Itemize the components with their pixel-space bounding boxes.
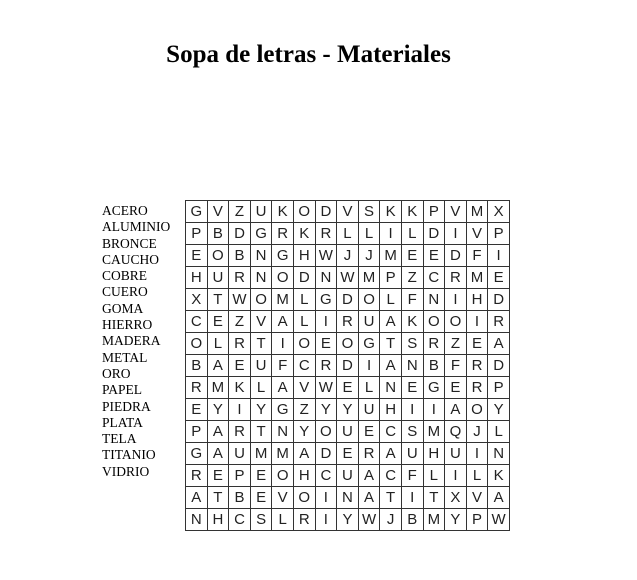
grid-cell[interactable]: A bbox=[358, 465, 380, 487]
grid-cell[interactable]: E bbox=[358, 421, 380, 443]
grid-cell[interactable]: V bbox=[337, 201, 359, 223]
grid-cell[interactable]: N bbox=[186, 509, 208, 531]
word-list-item: TITANIO bbox=[102, 447, 156, 463]
grid-cell[interactable]: D bbox=[229, 223, 251, 245]
grid-cell[interactable]: P bbox=[466, 509, 488, 531]
grid-cell[interactable]: V bbox=[207, 201, 229, 223]
grid-cell[interactable]: G bbox=[315, 289, 337, 311]
grid-cell[interactable]: L bbox=[293, 311, 315, 333]
grid-cell[interactable]: O bbox=[466, 399, 488, 421]
grid-cell[interactable]: D bbox=[337, 289, 359, 311]
grid-cell[interactable]: W bbox=[229, 289, 251, 311]
grid-row bbox=[186, 509, 510, 531]
grid-cell[interactable]: A bbox=[380, 443, 402, 465]
grid-cell[interactable]: I bbox=[315, 311, 337, 333]
grid-cell[interactable]: B bbox=[229, 245, 251, 267]
grid-cell[interactable]: R bbox=[315, 355, 337, 377]
grid-row bbox=[186, 377, 510, 399]
grid-cell[interactable]: O bbox=[445, 311, 467, 333]
grid-cell[interactable]: A bbox=[186, 487, 208, 509]
word-list-item: ALUMINIO bbox=[102, 219, 171, 235]
grid-cell[interactable]: I bbox=[315, 487, 337, 509]
grid-cell[interactable]: A bbox=[272, 377, 294, 399]
word-list-item: PIEDRA bbox=[102, 398, 151, 414]
grid-cell[interactable]: S bbox=[358, 201, 380, 223]
grid-row bbox=[186, 421, 510, 443]
grid-cell[interactable]: W bbox=[488, 509, 510, 531]
word-list-item: TELA bbox=[102, 431, 137, 447]
grid-cell[interactable]: L bbox=[207, 333, 229, 355]
word-list-item: BRONCE bbox=[102, 235, 157, 251]
grid-row bbox=[186, 399, 510, 421]
grid-cell[interactable]: B bbox=[423, 355, 445, 377]
grid-cell[interactable]: M bbox=[272, 443, 294, 465]
grid-cell[interactable]: Y bbox=[293, 421, 315, 443]
grid-cell[interactable]: P bbox=[380, 267, 402, 289]
grid-cell[interactable]: X bbox=[186, 289, 208, 311]
word-list-item: PAPEL bbox=[102, 382, 143, 398]
grid-cell[interactable]: K bbox=[272, 201, 294, 223]
word-list-item: ORO bbox=[102, 365, 131, 381]
grid-cell[interactable]: E bbox=[315, 333, 337, 355]
grid-cell[interactable]: I bbox=[401, 399, 423, 421]
grid-cell[interactable]: F bbox=[401, 465, 423, 487]
grid-cell[interactable]: B bbox=[207, 223, 229, 245]
grid-cell[interactable]: Y bbox=[337, 399, 359, 421]
grid-cell[interactable]: E bbox=[186, 245, 208, 267]
grid-cell[interactable]: P bbox=[186, 223, 208, 245]
grid-cell[interactable]: R bbox=[488, 311, 510, 333]
grid-cell[interactable]: E bbox=[337, 377, 359, 399]
grid-row bbox=[186, 267, 510, 289]
grid-cell[interactable]: D bbox=[488, 289, 510, 311]
grid-cell[interactable]: Z bbox=[401, 267, 423, 289]
grid-cell[interactable]: I bbox=[380, 223, 402, 245]
grid-cell[interactable]: T bbox=[380, 487, 402, 509]
grid-cell[interactable]: E bbox=[250, 487, 272, 509]
grid-cell[interactable]: N bbox=[401, 355, 423, 377]
grid-cell[interactable]: I bbox=[466, 311, 488, 333]
grid-cell[interactable]: U bbox=[337, 465, 359, 487]
grid-row bbox=[186, 333, 510, 355]
grid-row bbox=[186, 465, 510, 487]
grid-cell[interactable]: E bbox=[207, 465, 229, 487]
grid-cell[interactable]: P bbox=[423, 201, 445, 223]
word-list-item: MADERA bbox=[102, 333, 161, 349]
grid-cell[interactable]: S bbox=[250, 509, 272, 531]
grid-cell[interactable]: D bbox=[337, 355, 359, 377]
grid-cell[interactable]: O bbox=[315, 421, 337, 443]
grid-cell[interactable]: L bbox=[401, 223, 423, 245]
grid-cell[interactable]: O bbox=[423, 311, 445, 333]
grid-cell[interactable]: M bbox=[423, 421, 445, 443]
page-title: Sopa de letras - Materiales bbox=[166, 41, 451, 68]
grid-cell[interactable]: M bbox=[380, 245, 402, 267]
grid-cell[interactable]: E bbox=[466, 333, 488, 355]
grid-cell[interactable]: K bbox=[229, 377, 251, 399]
grid-cell[interactable]: G bbox=[272, 399, 294, 421]
grid-cell[interactable]: U bbox=[207, 267, 229, 289]
grid-cell[interactable]: G bbox=[423, 377, 445, 399]
grid-cell[interactable]: M bbox=[358, 267, 380, 289]
grid-cell[interactable]: D bbox=[293, 267, 315, 289]
grid-cell[interactable]: P bbox=[229, 465, 251, 487]
grid-cell[interactable]: R bbox=[229, 333, 251, 355]
grid-cell[interactable]: A bbox=[380, 311, 402, 333]
grid-cell[interactable]: I bbox=[488, 245, 510, 267]
grid-cell[interactable]: Y bbox=[488, 399, 510, 421]
grid-cell[interactable]: N bbox=[315, 267, 337, 289]
grid-cell[interactable]: D bbox=[315, 443, 337, 465]
grid-row bbox=[186, 311, 510, 333]
grid-cell[interactable]: T bbox=[423, 487, 445, 509]
word-list-item: VIDRIO bbox=[102, 463, 150, 479]
grid-cell[interactable]: E bbox=[445, 377, 467, 399]
grid-cell[interactable]: R bbox=[315, 223, 337, 245]
grid-cell[interactable]: A bbox=[207, 421, 229, 443]
grid-cell[interactable]: M bbox=[250, 443, 272, 465]
grid-cell[interactable]: I bbox=[466, 443, 488, 465]
grid-cell[interactable]: M bbox=[423, 509, 445, 531]
grid-cell[interactable]: N bbox=[250, 245, 272, 267]
grid-row bbox=[186, 201, 510, 223]
grid-cell[interactable]: A bbox=[488, 333, 510, 355]
word-list-item: CAUCHO bbox=[102, 251, 160, 267]
grid-cell[interactable]: I bbox=[401, 487, 423, 509]
grid-cell[interactable]: I bbox=[423, 399, 445, 421]
grid-cell[interactable]: I bbox=[272, 333, 294, 355]
grid-row bbox=[186, 443, 510, 465]
grid-cell[interactable]: J bbox=[380, 509, 402, 531]
grid-cell[interactable]: N bbox=[423, 289, 445, 311]
grid-cell[interactable]: R bbox=[186, 377, 208, 399]
grid-cell[interactable]: J bbox=[337, 245, 359, 267]
grid-cell[interactable]: E bbox=[401, 377, 423, 399]
grid-cell[interactable]: L bbox=[358, 377, 380, 399]
grid-cell[interactable]: R bbox=[293, 509, 315, 531]
grid-cell[interactable]: M bbox=[466, 201, 488, 223]
grid-cell[interactable]: S bbox=[401, 333, 423, 355]
grid-cell[interactable]: E bbox=[186, 399, 208, 421]
grid-cell[interactable]: F bbox=[466, 245, 488, 267]
grid-cell[interactable]: T bbox=[250, 333, 272, 355]
grid-cell[interactable]: A bbox=[488, 487, 510, 509]
word-list-item: PLATA bbox=[102, 414, 143, 430]
grid-cell[interactable]: G bbox=[272, 245, 294, 267]
grid-cell[interactable]: H bbox=[207, 509, 229, 531]
grid-cell[interactable]: V bbox=[250, 311, 272, 333]
grid-cell[interactable]: O bbox=[337, 333, 359, 355]
grid-cell[interactable]: H bbox=[380, 399, 402, 421]
grid-cell[interactable]: U bbox=[445, 443, 467, 465]
grid-cell[interactable]: F bbox=[401, 289, 423, 311]
grid-cell[interactable]: A bbox=[207, 443, 229, 465]
grid-cell[interactable]: P bbox=[488, 377, 510, 399]
grid-cell[interactable]: V bbox=[293, 377, 315, 399]
grid-cell[interactable]: R bbox=[229, 267, 251, 289]
grid-cell[interactable]: U bbox=[337, 421, 359, 443]
grid-cell[interactable]: P bbox=[186, 421, 208, 443]
grid-cell[interactable]: O bbox=[272, 465, 294, 487]
grid-cell[interactable]: U bbox=[250, 355, 272, 377]
letter-grid bbox=[185, 200, 510, 531]
word-list-item: GOMA bbox=[102, 300, 144, 316]
grid-cell[interactable]: J bbox=[358, 245, 380, 267]
grid-row bbox=[186, 487, 510, 509]
grid-cell[interactable]: R bbox=[423, 333, 445, 355]
grid-row bbox=[186, 355, 510, 377]
grid-cell[interactable]: H bbox=[186, 267, 208, 289]
grid-cell[interactable]: L bbox=[466, 465, 488, 487]
grid-cell[interactable]: W bbox=[358, 509, 380, 531]
grid-cell[interactable]: E bbox=[229, 355, 251, 377]
grid-cell[interactable]: L bbox=[250, 377, 272, 399]
grid-cell[interactable]: L bbox=[293, 289, 315, 311]
grid-cell[interactable]: C bbox=[380, 465, 402, 487]
grid-cell[interactable]: V bbox=[272, 487, 294, 509]
grid-cell[interactable]: R bbox=[358, 443, 380, 465]
grid-cell[interactable]: I bbox=[445, 465, 467, 487]
word-list-item: HIERRO bbox=[102, 317, 153, 333]
grid-cell[interactable]: A bbox=[293, 443, 315, 465]
grid-cell[interactable]: E bbox=[488, 267, 510, 289]
grid-cell[interactable]: I bbox=[315, 509, 337, 531]
grid-cell[interactable]: O bbox=[186, 333, 208, 355]
grid-cell[interactable]: T bbox=[250, 421, 272, 443]
word-list-item: METAL bbox=[102, 349, 148, 365]
grid-cell[interactable]: I bbox=[358, 355, 380, 377]
grid-cell[interactable]: Z bbox=[229, 311, 251, 333]
grid-cell[interactable]: C bbox=[380, 421, 402, 443]
grid-cell[interactable]: S bbox=[401, 421, 423, 443]
grid-cell[interactable]: C bbox=[229, 509, 251, 531]
grid-cell[interactable]: F bbox=[272, 355, 294, 377]
grid-cell[interactable]: R bbox=[229, 421, 251, 443]
grid-cell[interactable]: O bbox=[293, 333, 315, 355]
word-list-item: CUERO bbox=[102, 284, 148, 300]
grid-cell[interactable]: N bbox=[272, 421, 294, 443]
grid-row bbox=[186, 289, 510, 311]
grid-cell[interactable]: R bbox=[186, 465, 208, 487]
grid-cell[interactable]: A bbox=[272, 311, 294, 333]
grid-cell[interactable]: K bbox=[401, 201, 423, 223]
grid-cell[interactable]: W bbox=[315, 245, 337, 267]
grid-cell[interactable]: R bbox=[466, 355, 488, 377]
grid-cell[interactable]: O bbox=[272, 267, 294, 289]
grid-cell[interactable]: L bbox=[380, 289, 402, 311]
grid-cell[interactable]: K bbox=[488, 465, 510, 487]
grid-cell[interactable]: E bbox=[423, 245, 445, 267]
word-list-item: COBRE bbox=[102, 268, 148, 284]
grid-cell[interactable]: I bbox=[445, 289, 467, 311]
grid-cell[interactable]: L bbox=[488, 421, 510, 443]
grid-cell[interactable]: X bbox=[488, 201, 510, 223]
grid-cell[interactable]: V bbox=[466, 487, 488, 509]
grid-cell[interactable]: C bbox=[293, 355, 315, 377]
grid-cell[interactable]: T bbox=[380, 333, 402, 355]
grid-cell[interactable]: M bbox=[466, 267, 488, 289]
grid-cell[interactable]: A bbox=[358, 487, 380, 509]
grid-cell[interactable]: R bbox=[466, 377, 488, 399]
grid-row bbox=[186, 245, 510, 267]
grid-cell[interactable]: L bbox=[423, 465, 445, 487]
grid-cell[interactable]: M bbox=[207, 377, 229, 399]
grid-cell[interactable]: B bbox=[229, 487, 251, 509]
grid-cell[interactable]: Z bbox=[445, 333, 467, 355]
grid-cell[interactable]: Z bbox=[293, 399, 315, 421]
grid-cell[interactable]: I bbox=[229, 399, 251, 421]
grid-cell[interactable]: A bbox=[380, 355, 402, 377]
grid-cell[interactable]: O bbox=[250, 289, 272, 311]
grid-cell[interactable]: R bbox=[445, 267, 467, 289]
grid-cell[interactable]: Z bbox=[229, 201, 251, 223]
grid-cell[interactable]: A bbox=[207, 355, 229, 377]
grid-cell[interactable]: D bbox=[488, 355, 510, 377]
grid-cell[interactable]: Y bbox=[315, 399, 337, 421]
grid-cell[interactable]: E bbox=[207, 311, 229, 333]
grid-cell[interactable]: W bbox=[337, 267, 359, 289]
grid-cell[interactable]: Y bbox=[207, 399, 229, 421]
grid-row bbox=[186, 223, 510, 245]
grid-cell[interactable]: B bbox=[186, 355, 208, 377]
grid-cell[interactable]: U bbox=[229, 443, 251, 465]
grid-cell[interactable]: U bbox=[358, 311, 380, 333]
grid-cell[interactable]: C bbox=[423, 267, 445, 289]
grid-cell[interactable]: Y bbox=[250, 399, 272, 421]
grid-cell[interactable]: Y bbox=[445, 509, 467, 531]
grid-cell[interactable]: C bbox=[186, 311, 208, 333]
grid-cell[interactable]: P bbox=[488, 223, 510, 245]
grid-cell[interactable]: N bbox=[380, 377, 402, 399]
grid-cell[interactable]: H bbox=[466, 289, 488, 311]
grid-cell[interactable]: L bbox=[272, 509, 294, 531]
grid-cell[interactable]: N bbox=[488, 443, 510, 465]
grid-cell[interactable]: A bbox=[445, 399, 467, 421]
grid-cell[interactable]: Q bbox=[445, 421, 467, 443]
grid-cell[interactable]: E bbox=[401, 245, 423, 267]
grid-cell[interactable]: X bbox=[445, 487, 467, 509]
grid-cell[interactable]: E bbox=[250, 465, 272, 487]
grid-cell[interactable]: K bbox=[380, 201, 402, 223]
grid-cell[interactable]: G bbox=[186, 201, 208, 223]
grid-cell[interactable]: R bbox=[272, 223, 294, 245]
grid-cell[interactable]: H bbox=[293, 465, 315, 487]
grid-cell[interactable]: L bbox=[358, 223, 380, 245]
grid-cell[interactable]: D bbox=[315, 201, 337, 223]
grid-cell[interactable]: O bbox=[293, 487, 315, 509]
grid-cell[interactable]: K bbox=[293, 223, 315, 245]
grid-cell[interactable]: L bbox=[337, 223, 359, 245]
grid-cell[interactable]: F bbox=[445, 355, 467, 377]
grid-cell[interactable]: D bbox=[423, 223, 445, 245]
grid-cell[interactable]: U bbox=[401, 443, 423, 465]
grid-cell[interactable]: H bbox=[293, 245, 315, 267]
grid-cell[interactable]: J bbox=[466, 421, 488, 443]
grid-cell[interactable]: R bbox=[337, 311, 359, 333]
grid-cell[interactable]: T bbox=[207, 289, 229, 311]
grid-cell[interactable]: V bbox=[445, 201, 467, 223]
grid-cell[interactable]: N bbox=[250, 267, 272, 289]
grid-cell[interactable]: B bbox=[401, 509, 423, 531]
grid-cell[interactable]: K bbox=[401, 311, 423, 333]
word-list bbox=[102, 203, 170, 480]
grid-cell[interactable]: G bbox=[186, 443, 208, 465]
grid-cell[interactable]: I bbox=[445, 223, 467, 245]
grid-cell[interactable]: E bbox=[337, 443, 359, 465]
grid-cell[interactable]: D bbox=[445, 245, 467, 267]
grid-cell[interactable]: O bbox=[207, 245, 229, 267]
grid-cell[interactable]: O bbox=[293, 201, 315, 223]
grid-cell[interactable]: Y bbox=[337, 509, 359, 531]
word-list-item: ACERO bbox=[102, 203, 148, 218]
grid-cell[interactable]: N bbox=[337, 487, 359, 509]
grid-cell[interactable]: M bbox=[272, 289, 294, 311]
grid-cell[interactable]: G bbox=[358, 333, 380, 355]
grid-cell[interactable]: O bbox=[358, 289, 380, 311]
grid-cell[interactable]: U bbox=[358, 399, 380, 421]
grid-cell[interactable]: G bbox=[250, 223, 272, 245]
grid-cell[interactable]: H bbox=[423, 443, 445, 465]
grid-cell[interactable]: W bbox=[315, 377, 337, 399]
grid-cell[interactable]: U bbox=[250, 201, 272, 223]
grid-cell[interactable]: T bbox=[207, 487, 229, 509]
grid-cell[interactable]: V bbox=[466, 223, 488, 245]
grid-cell[interactable]: C bbox=[315, 465, 337, 487]
